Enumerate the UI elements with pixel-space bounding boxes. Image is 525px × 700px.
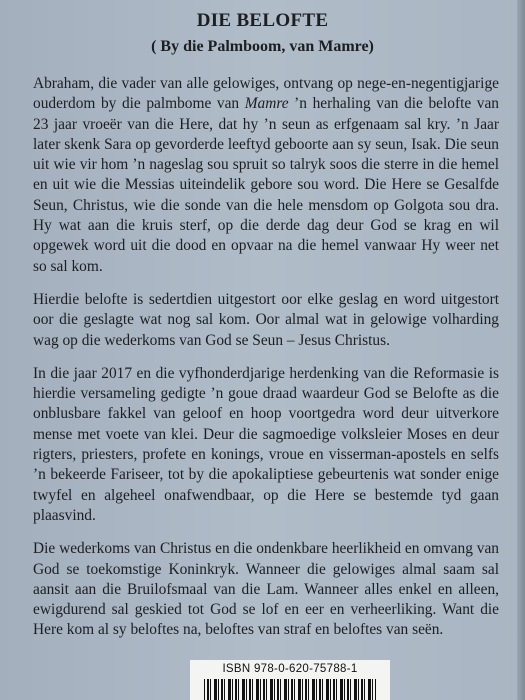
paragraph-2: Hierdie belofte is sedertdien uitgestort oor elke geslag en word uitgestort oor die geslagte wat nog sal kom. Oor almal wat in gelowige volharding wag op die wederkoms van God se Seun – Jesus Christus. [33,290,499,349]
page-title: DIE BELOFTE [196,10,329,31]
barcode-icon [204,679,376,700]
blurb-text [33,74,499,654]
page-subtitle: ( By die Palmboom, van Mamre) [151,38,374,55]
isbn-text: ISBN 978-0-620-75788-1 [222,663,358,675]
paragraph-3: In die jaar 2017 en die vyfhonderdjarige herdenking van die Reformasie is hierdie versameling gedigte ’n goue draad waardeur God se Belofte as die onblusbare fakkel van geloof en hoop voortgedra word deur uitverkore mense met voete van klei. Deur die sagmoedige volksleier Moses en deur rigters, priesters, profete en konings, vroue en visserman-apostels en selfs ’n bekeerde Fariseer, tot by die apokaliptiese gebeurtenis wat sonder enige twyfel en algeheel onafwendbaar, op die Here se bestemde tyd gaan plaasvind. [33,364,499,524]
paragraph-1-rest: ’n herhaling van die belofte van 23 jaar vroeër van die Here, dat hy ’n seun as erfgenaam sal kry. ’n Jaar later skenk Sara op gevorderde leeftyd geboorte aan sy seun, Isak. Die seun uit wie vir hom ’n nageslag sou spruit so talryk soos die sterre in die hemel en uit wie die Messias uiteindelik gebore sou word. Die Here se Gesalfde Seun, Christus, wie die sonde van die hele mensdom op Golgota sou dra. Hy wat aan die kruis sterf, op die derde dag deur God se krag en wil opgewek word uit die dood en opvaar na die hemel vanwaar Hy weer net so sal kom. [33,95,499,275]
barcode-label [190,660,390,700]
paragraph-4: Die wederkoms van Christus en die ondenkbare heerlikheid en omvang van God se toekomstige Koninkryk. Wanneer die gelowiges almal saam sal aansit aan die Bruilofsmaal van die Lam. Wanneer alles enkel en alleen, ewigdurend sal geskied tot God se lof en eer en verheerliking. Want die Here kom al sy beloftes na, beloftes van straf en beloftes van seën. [33,540,499,639]
cover-edge [517,0,525,700]
paragraph-1-start: Abraham, die vader van alle gelowiges, ontvang op nege-en-negentigjarige ouderdom by die palmbome van [33,75,499,113]
paragraph-1 [33,74,499,277]
place-name-mamre: Mamre [244,95,289,113]
